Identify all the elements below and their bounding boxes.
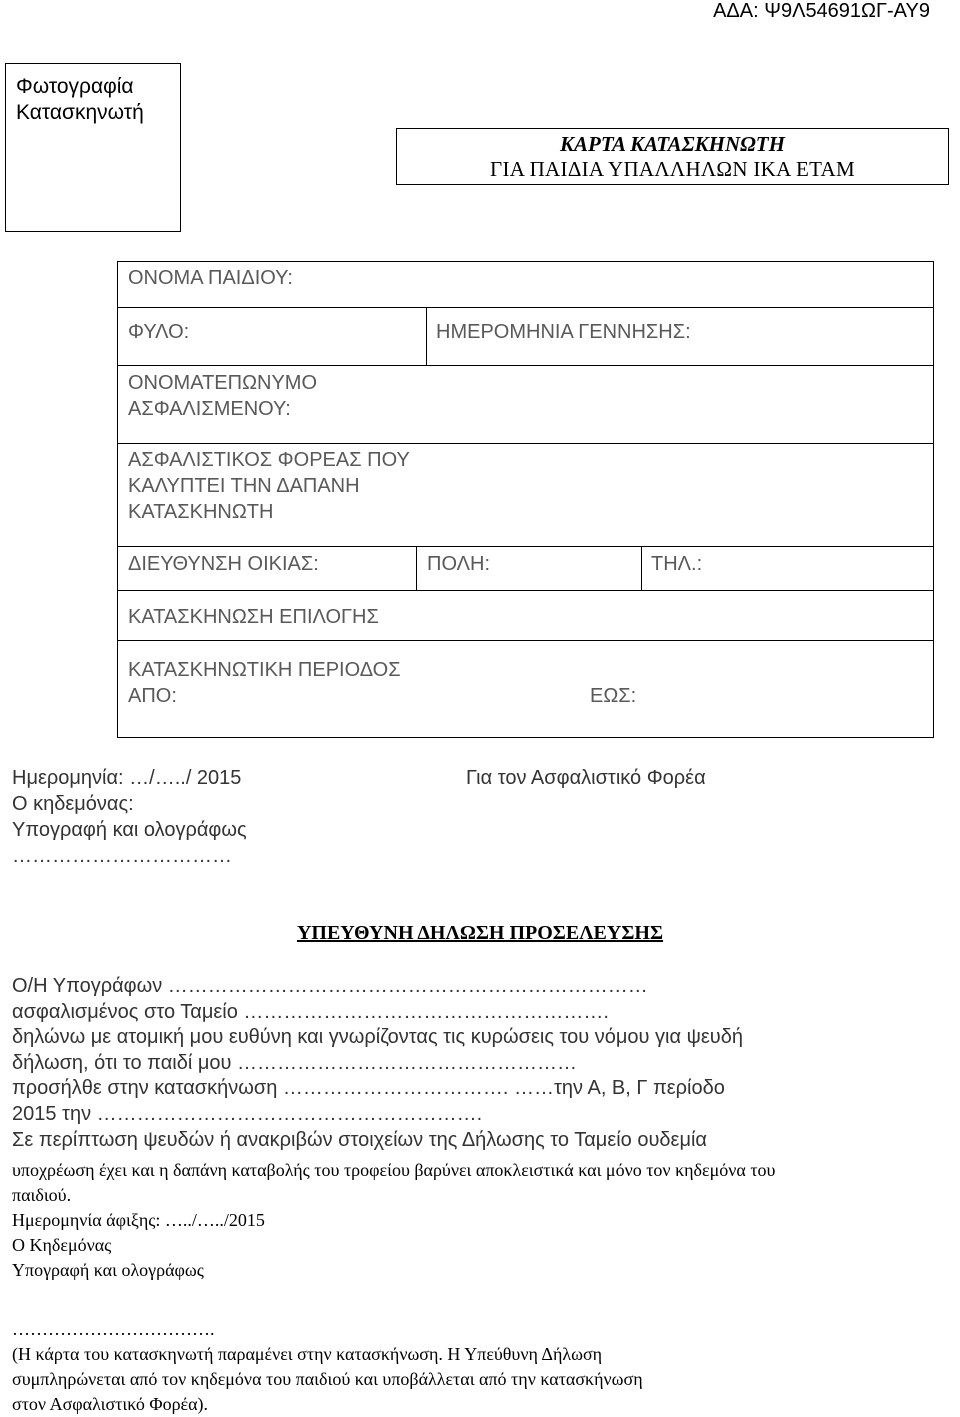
city-label: ΠΟΛΗ:	[427, 553, 490, 575]
camp-period-label: ΚΑΤΑΣΚΗΝΩΤΙΚΗ ΠΕΡΙΟΔΟΣ	[128, 659, 401, 681]
note-line: στον Ασφαλιστικό Φορέα).	[12, 1394, 209, 1414]
birth-date-label: ΗΜΕΡΟΜΗΝΙΑ ΓΕΝΝΗΣΗΣ:	[436, 321, 691, 343]
departure-date: Ημερομηνία άφιξης: …../…../2015	[12, 1210, 265, 1230]
column-divider	[641, 547, 642, 590]
phone-label: ΤΗΛ.:	[651, 553, 703, 575]
form-row-insurance-fund	[118, 444, 933, 547]
camp-choice-label: ΚΑΤΑΣΚΗΝΩΣΗ ΕΠΙΛΟΓΗΣ	[128, 606, 379, 628]
card-note	[12, 1342, 643, 1417]
form-row-camp-period	[118, 641, 933, 739]
signature-label: Υπογραφή και ολογράφως	[12, 1260, 204, 1280]
declaration-line: παιδιού.	[12, 1185, 72, 1205]
form-row-address	[118, 547, 933, 591]
guardian-label: Ο κηδεμόνας:	[12, 793, 134, 815]
note-line: συμπληρώνεται από τον κηδεμόνα του παιδιού και υποβάλλεται από την κατασκήνωση	[12, 1369, 643, 1389]
fund-label-line1: ΑΣΦΑΛΙΣΤΙΚΟΣ ΦΟΡΕΑΣ ΠΟΥ	[128, 449, 410, 471]
signature-dots: ……………………………	[12, 845, 232, 867]
declaration-line: δηλώνω με ατομική μου ευθύνη και γνωρίζοντας τις κυρώσεις του νόμου για ψευδή	[12, 1026, 743, 1049]
declaration-line: Σε περίπτωση ψευδών ή ανακριβών στοιχείων της Δήλωσης το Ταμείο ουδεμία	[12, 1128, 707, 1151]
declaration-line: Ο/Η Υπογράφων ………………………………………………………………	[12, 975, 648, 997]
declaration-body	[12, 974, 946, 1153]
declaration-line: προσήλθε στην κατασκήνωση ……………………………. ……την Α, Β, Γ περίοδο	[12, 1077, 725, 1100]
sex-label: ΦΥΛΟ:	[128, 321, 190, 343]
card-subtitle: ΓΙΑ ΠΑΙΔΙΑ ΥΠΑΛΛΗΛΩΝ ΙΚΑ ΕΤΑΜ	[490, 157, 855, 181]
declaration-line: ασφαλισμένος στο Ταμείο ……………………………………………….	[12, 1000, 609, 1023]
declaration-line: δήλωση, ότι το παιδί μου ……………………………………………	[12, 1051, 577, 1074]
photo-label-line1: Φωτογραφία	[16, 75, 134, 98]
form-row-sex-birth	[118, 308, 933, 366]
declaration-line: 2015 την ………………………………………………….	[12, 1102, 483, 1125]
fund-label-line3: ΚΑΤΑΣΚΗΝΩΤΗ	[128, 501, 274, 523]
column-divider	[416, 547, 417, 590]
insurer-label: Για τον Ασφαλιστικό Φορέα	[466, 767, 706, 789]
photo-label-line2: Κατασκηνωτή	[16, 101, 144, 124]
declaration-line: υποχρέωση έχει και η δαπάνη καταβολής του τροφείου βαρύνει αποκλειστικά και μόνο τον κηδεμόνα του	[12, 1160, 776, 1180]
signature-dots: …………………………….	[12, 1319, 215, 1339]
declaration-footer	[12, 1158, 775, 1283]
photo-box	[5, 63, 181, 232]
form-row-insured-name	[118, 366, 933, 444]
period-to-label: ΕΩΣ:	[590, 685, 637, 707]
period-from-label: ΑΠΟ:	[128, 685, 177, 707]
insured-name-label-line1: ΟΝΟΜΑΤΕΠΩΝΥΜΟ	[128, 372, 318, 394]
guardian-label: Ο Κηδεμόνας	[12, 1235, 112, 1255]
insured-name-label-line2: ΑΣΦΑΛΙΣΜΕΝΟΥ:	[128, 398, 291, 420]
column-divider	[426, 308, 427, 365]
note-line: (Η κάρτα του κατασκηνωτή παραμένει στην κατασκήνωση. Η Υπεύθυνη Δήλωση	[12, 1344, 603, 1364]
signature-date: Ημερομηνία: …/…../ 2015	[12, 767, 242, 789]
form-row-child-name	[118, 262, 933, 308]
ada-code: ΑΔΑ: Ψ9Λ54691ΩΓ-ΑΥ9	[713, 0, 930, 22]
declaration-title: ΥΠΕΥΘΥΝΗ ΔΗΛΩΣΗ ΠΡΟΣΕΛΕΥΣΗΣ	[296, 922, 664, 944]
card-title: ΚΑΡΤΑ ΚΑΤΑΣΚΗΝΩΤΗ	[560, 132, 785, 156]
address-label: ΔΙΕΥΘΥΝΣΗ ΟΙΚΙΑΣ:	[128, 553, 319, 575]
fund-label-line2: ΚΑΛΥΠΤΕΙ ΤΗΝ ΔΑΠΑΝΗ	[128, 475, 360, 497]
card-title-box	[396, 128, 949, 185]
camper-form-table	[117, 261, 934, 738]
child-name-label: ΟΝΟΜΑ ΠΑΙΔΙΟΥ:	[128, 267, 293, 289]
signature-label: Υπογραφή και ολογράφως	[12, 819, 247, 841]
form-row-camp-choice	[118, 591, 933, 641]
